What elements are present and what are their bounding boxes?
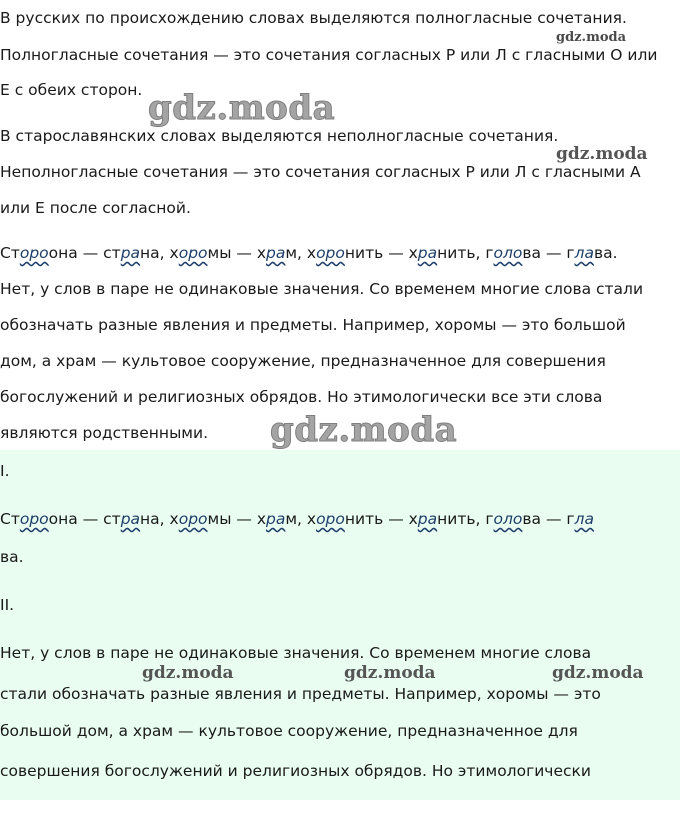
rule-line-5: Неполногласные сочетания — это сочетания согласных Р или Л с гласными А: [0, 163, 641, 181]
solution-green-block: [0, 450, 680, 800]
explain-line-4: богослужений и религиозных обрядов. Но этимологически все эти слова: [0, 388, 603, 406]
morpheme-mark: ра: [266, 510, 286, 528]
explain-line-3: дом, а храм — культовое сооружение, предназначенное для совершения: [0, 352, 606, 370]
explain-line-2: обозначать разные явления и предметы. Например, хоромы — это большой: [0, 316, 626, 334]
morpheme-mark: оро: [178, 244, 208, 262]
morpheme-mark: ла: [574, 244, 594, 262]
watermark: gdz.moda: [556, 144, 648, 164]
explain-line-5: являются родственными.: [0, 424, 209, 442]
green-line-1: Нет, у слов в паре не одинаковые значения. Со временем многие слова: [0, 644, 592, 662]
part-label-1: I.: [0, 462, 10, 480]
morpheme-mark: оро: [19, 510, 49, 528]
watermark: gdz.moda: [270, 410, 458, 450]
morpheme-mark: оро: [19, 244, 49, 262]
morpheme-mark: ра: [417, 510, 438, 528]
watermark: gdz.moda: [552, 663, 644, 683]
morpheme-mark: ла: [574, 510, 594, 528]
morpheme-mark: оро: [178, 510, 208, 528]
morpheme-mark: оро: [316, 244, 345, 262]
word-pairs-end: ва.: [0, 548, 24, 566]
rule-line-6: или Е после согласной.: [0, 199, 191, 217]
watermark: gdz.moda: [344, 663, 436, 683]
watermark: gdz.moda: [142, 663, 234, 683]
rule-line-1: В русских по происхождению словах выделяются полногласные сочетания.: [0, 9, 627, 27]
green-line-2: стали обозначать разные явления и предметы. Например, хоромы — это: [0, 685, 601, 703]
green-line-3: большой дом, а храм — культовое сооружение, предназначенное для: [0, 722, 578, 740]
morpheme-mark: оло: [493, 244, 523, 262]
watermark: gdz.moda: [556, 30, 627, 45]
explain-line-1: Нет, у слов в паре не одинаковые значения. Со временем многие слова стали: [0, 280, 644, 298]
word-pairs: Стороона — страна, хоромы — храм, хоронить — хранить, голова — гла: [0, 510, 594, 528]
morpheme-mark: ра: [266, 244, 286, 262]
morpheme-mark: оро: [316, 510, 345, 528]
watermark: gdz.moda: [148, 88, 336, 128]
morpheme-mark: оло: [493, 510, 523, 528]
morpheme-mark: ра: [417, 244, 438, 262]
rule-line-4: В старославянских словах выделяются неполногласные сочетания.: [0, 127, 559, 145]
rule-line-2: Полногласные сочетания — это сочетания согласных Р или Л с гласными О или: [0, 46, 658, 64]
part-label-2: II.: [0, 596, 15, 614]
rule-line-3: Е с обеих сторон.: [0, 81, 143, 99]
green-line-4: совершения богослужений и религиозных обрядов. Но этимологически: [0, 762, 591, 780]
word-pairs: Стороона — страна, хоромы — храм, хоронить — хранить, голова — глава.: [0, 244, 618, 262]
morpheme-mark: ра: [120, 244, 141, 262]
morpheme-mark: ра: [120, 510, 141, 528]
